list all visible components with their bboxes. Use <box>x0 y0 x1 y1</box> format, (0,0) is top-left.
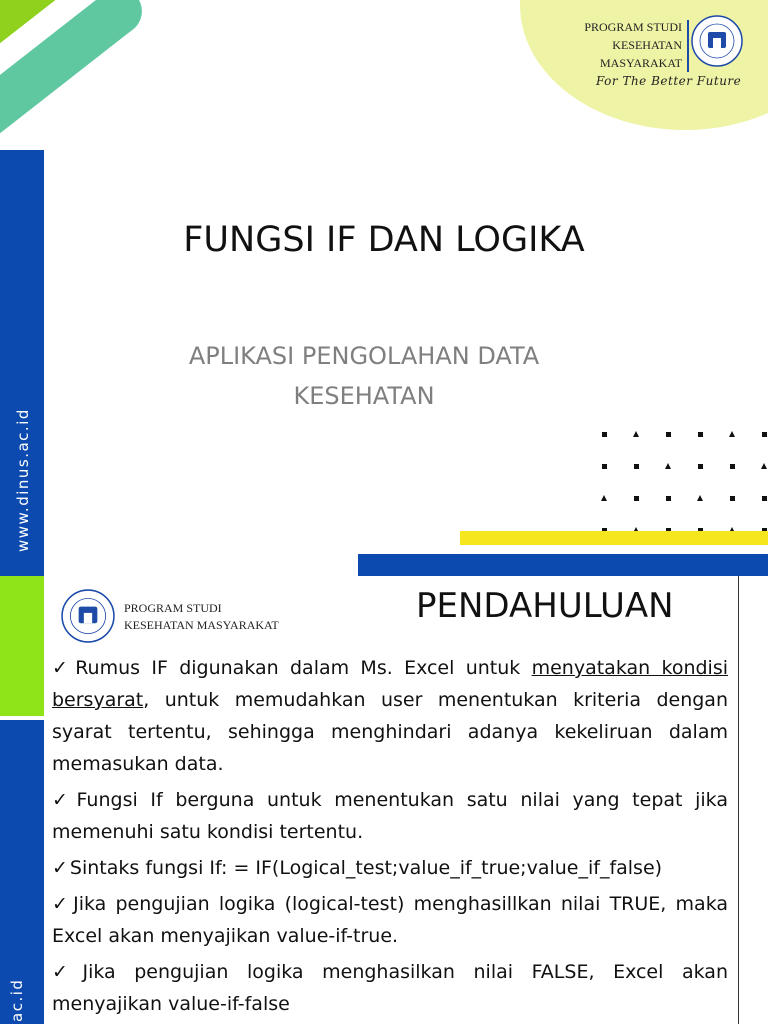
program-logo <box>60 588 320 644</box>
sidebar-url: www.dinus.ac.id <box>14 408 32 552</box>
check-icon: ✓ <box>52 857 68 879</box>
bullet-item <box>52 888 728 952</box>
program-line-3: MASYARAKAT <box>599 56 682 70</box>
university-seal-icon <box>690 14 744 68</box>
logo-divider <box>687 20 689 72</box>
program-line-1: PROGRAM STUDI <box>584 20 682 34</box>
bullet-list <box>52 652 728 1024</box>
program-line-2: KESEHATAN MASYARAKAT <box>124 618 279 632</box>
bullet-text: Jika pengujian logika menghasilkan nilai FALSE, Excel akan menyajikan value-if-false <box>52 961 728 1015</box>
section-title: PENDAHULUAN <box>416 586 674 626</box>
program-logo <box>578 14 758 94</box>
subtitle-line-2: KESEHATAN <box>293 382 435 410</box>
tagline: For The Better Future <box>596 74 742 88</box>
slide-border <box>738 576 739 1024</box>
bullet-text: , untuk memudahkan user menentukan kriteria dengan syarat tertentu, sehingga menghindari adanya kekeliruan dalam memasukan data. <box>52 689 728 775</box>
decorative-blue-bar <box>358 554 768 576</box>
subtitle-line-1: APLIKASI PENGOLAHAN DATA <box>188 342 540 370</box>
check-icon: ✓ <box>52 789 75 811</box>
bullet-text: Fungsi If berguna untuk menentukan satu nilai yang tepat jika memenuhi satu kondisi tertentu. <box>52 789 728 843</box>
check-icon: ✓ <box>52 961 81 983</box>
bullet-text: Rumus IF digunakan dalam Ms. Excel untuk <box>75 657 532 679</box>
check-icon: ✓ <box>52 893 72 915</box>
decorative-yellow-bar <box>460 531 768 545</box>
slide-title: FUNGSI IF DAN LOGIKA <box>183 220 585 260</box>
bullet-item <box>52 956 728 1020</box>
bullet-item <box>52 852 728 884</box>
program-line-2: KESEHATAN <box>612 38 682 52</box>
sidebar-url: ac.id <box>8 978 26 1022</box>
bullet-text: Sintaks fungsi If: = IF(Logical_test;value_if_true;value_if_false) <box>69 857 663 879</box>
underlined-text: menyatakan kondisi bersyarat <box>52 657 729 711</box>
slide-subtitle <box>140 336 588 416</box>
bullet-item <box>52 652 728 780</box>
program-name <box>578 18 682 72</box>
bullet-item <box>52 784 728 848</box>
sidebar-green-bar <box>0 576 44 716</box>
program-line-1: PROGRAM STUDI <box>124 601 222 615</box>
bullet-text: Jika pengujian logika (logical-test) menghasillkan nilai TRUE, maka Excel akan menyajikan value-if-true. <box>52 893 729 947</box>
university-seal-icon <box>60 588 116 644</box>
check-icon: ✓ <box>52 657 74 679</box>
content-slide <box>0 576 768 1024</box>
program-name <box>124 600 279 634</box>
